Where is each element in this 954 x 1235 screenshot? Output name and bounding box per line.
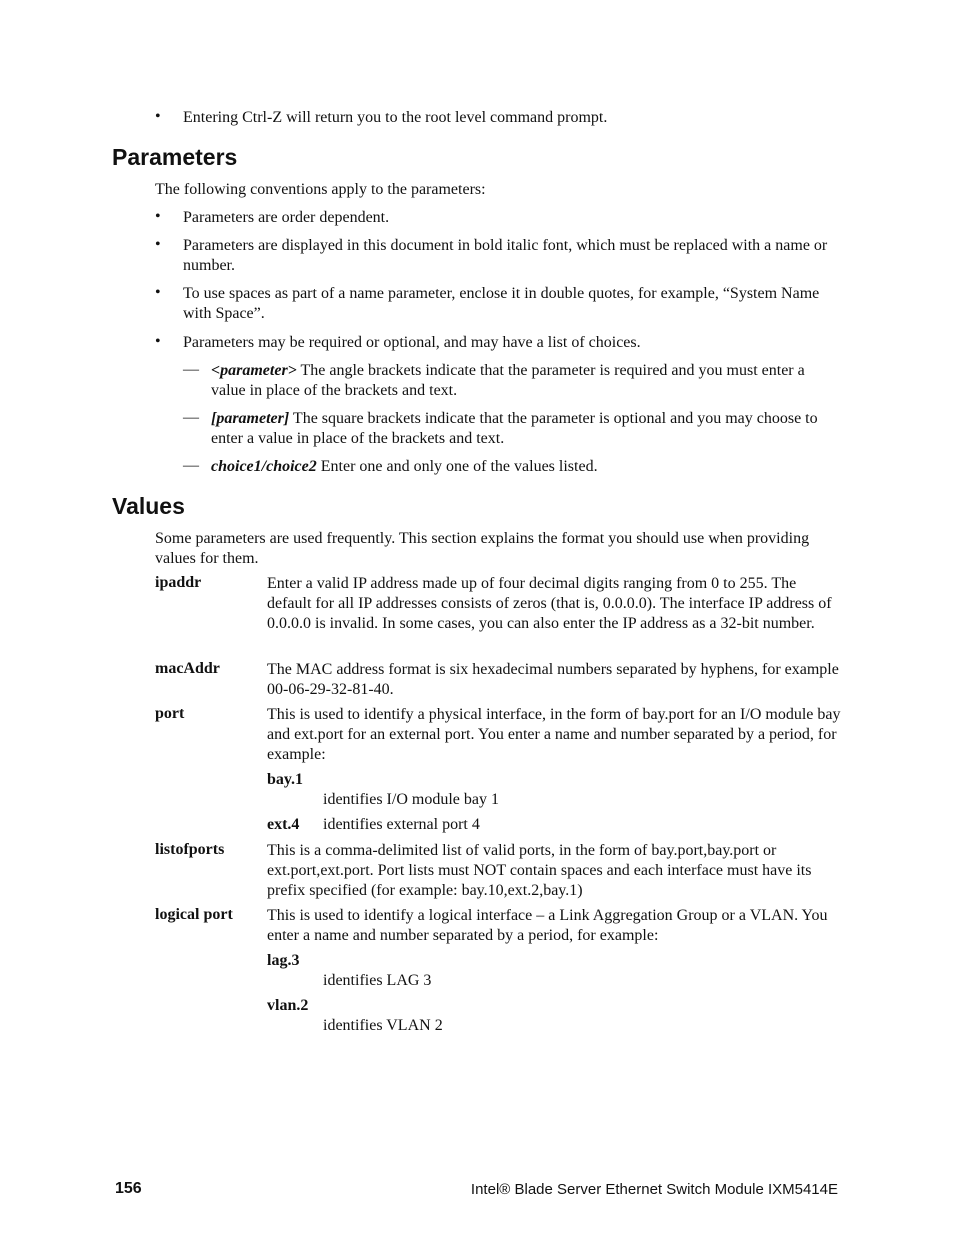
example-term-ext: ext.4 (267, 816, 300, 833)
term-macaddr: macAddr (155, 660, 220, 677)
bullet-marker: • (155, 108, 161, 125)
document-title: Intel® Blade Server Ethernet Switch Module IXM5414E (470, 1181, 838, 1198)
parameters-bullet-2: Parameters are displayed in this document in bold italic font, which must be replaced with a name or number. (183, 237, 828, 274)
dash-marker: — (183, 409, 199, 426)
dash-marker: — (183, 361, 199, 378)
values-heading: Values (112, 493, 185, 519)
term-listofports: listofports (155, 841, 225, 858)
values-intro: Some parameters are used frequently. This section explains the format you should use when providing values for them. (155, 530, 810, 567)
bullet-marker: • (155, 333, 161, 350)
subitem-term: [parameter] (211, 410, 290, 427)
parameters-bullet-1: Parameters are order dependent. (183, 209, 390, 226)
example-def-bay: identifies I/O module bay 1 (323, 791, 499, 808)
example-term-bay: bay.1 (267, 771, 304, 788)
dash-marker: — (183, 457, 199, 474)
parameters-bullet-3: To use spaces as part of a name parameter, enclose it in double quotes, for example, “System Name with Space”. (183, 285, 820, 322)
subitem-required (211, 361, 841, 401)
bullet-text: Entering Ctrl-Z will return you to the root level command prompt. (183, 109, 608, 126)
subitem-text: Enter one and only one of the values listed. (316, 458, 598, 475)
subitem-term: <parameter> (211, 362, 297, 379)
def-ipaddr: Enter a valid IP address made up of four decimal digits ranging from 0 to 255. The default for all IP addresses consists of zeros (that is, 0.0.0.0). The interface IP address of 0.0.0.0 is invalid. In some cases, you can also enter the IP address as a 32-bit number. (267, 575, 832, 632)
subitem-term: choice1/choice2 (211, 458, 317, 475)
example-def-lag: identifies LAG 3 (323, 972, 432, 989)
page-number: 156 (115, 1180, 142, 1197)
term-logical-port: logical port (155, 906, 233, 923)
bullet-marker: • (155, 284, 161, 301)
example-term-lag: lag.3 (267, 952, 300, 969)
def-macaddr: The MAC address format is six hexadecimal numbers separated by hyphens, for example 00-06-29-32-81-40. (267, 661, 839, 698)
subitem-choices (211, 457, 841, 477)
def-logical-port: This is used to identify a logical interface – a Link Aggregation Group or a VLAN. You enter a name and number separated by a period, for example: (267, 907, 828, 944)
term-ipaddr: ipaddr (155, 574, 202, 591)
bullet-marker: • (155, 208, 161, 225)
example-def-vlan: identifies VLAN 2 (323, 1017, 443, 1034)
example-def-ext: identifies external port 4 (323, 816, 480, 833)
term-port: port (155, 705, 185, 722)
subitem-text: The square brackets indicate that the parameter is optional and you may choose to enter a value in place of the brackets and text. (211, 410, 818, 447)
parameters-bullet-4: Parameters may be required or optional, and may have a list of choices. (183, 334, 641, 351)
subitem-text: The angle brackets indicate that the parameter is required and you must enter a value in place of the brackets and text. (211, 362, 805, 399)
parameters-intro: The following conventions apply to the parameters: (155, 181, 486, 198)
def-listofports: This is a comma-delimited list of valid ports, in the form of bay.port,bay.port or ext.port,ext.port. Port lists must NOT contain spaces and each interface must have its prefix specified (for example: bay.10,ext.2,bay.1) (267, 842, 812, 899)
subitem-optional (211, 409, 841, 449)
parameters-heading: Parameters (112, 144, 238, 170)
def-port: This is used to identify a physical interface, in the form of bay.port for an I/O module bay and ext.port for an external port. You enter a name and number separated by a period, for example: (267, 706, 841, 763)
bullet-marker: • (155, 236, 161, 253)
example-term-vlan: vlan.2 (267, 997, 309, 1014)
